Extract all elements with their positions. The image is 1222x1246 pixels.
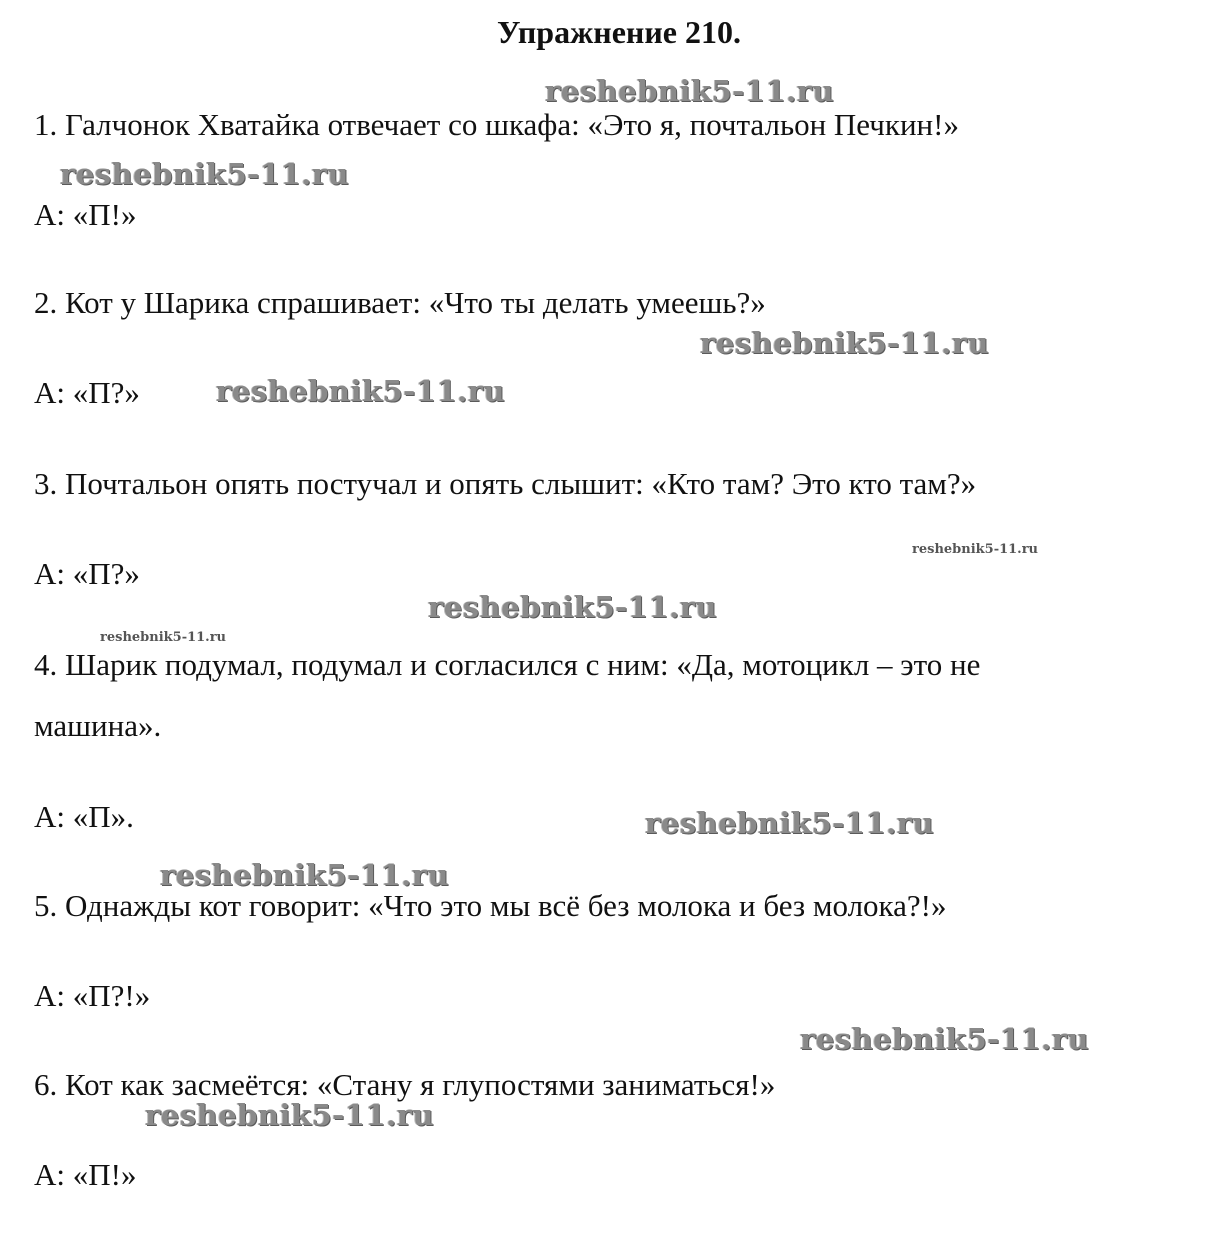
sentence-6: 6. Кот как засмеётся: «Стану я глупостями заниматься!» [34,1067,776,1102]
sentence-3: 3. Почтальон опять постучал и опять слышит: «Кто там? Это кто там?» [34,466,977,501]
watermark: reshebnik5-11.ru [100,630,227,645]
scheme-2: А: «П?» [34,375,140,410]
watermark: reshebnik5-11.ru [912,542,1039,557]
scheme-3: А: «П?» [34,556,140,591]
scheme-4: А: «П». [34,799,134,834]
scheme-5: А: «П?!» [34,978,151,1013]
sentence-1: 1. Галчонок Хватайка отвечает со шкафа: «Это я, почтальон Печкин!» [34,107,959,142]
watermark: reshebnik5-11.ru [428,590,718,624]
scheme-6: А: «П!» [34,1157,137,1192]
sentence-4-line-1: 4. Шарик подумал, подумал и согласился с ним: «Да, мотоцикл – это не [34,647,981,682]
scheme-1: А: «П!» [34,197,137,232]
sentence-5: 5. Однажды кот говорит: «Что это мы всё без молока и без молока?!» [34,888,947,923]
sentence-2: 2. Кот у Шарика спрашивает: «Что ты делать умеешь?» [34,285,766,320]
watermark: reshebnik5-11.ru [545,74,835,108]
watermark: reshebnik5-11.ru [216,374,506,408]
watermark: reshebnik5-11.ru [700,326,990,360]
watermark: reshebnik5-11.ru [800,1022,1090,1056]
watermark: reshebnik5-11.ru [145,1098,435,1132]
sentence-4-line-2: машина». [34,708,162,743]
exercise-title: Упражнение 210. [496,14,741,50]
watermark: reshebnik5-11.ru [60,157,350,191]
watermark: reshebnik5-11.ru [160,858,450,892]
watermark: reshebnik5-11.ru [645,806,935,840]
